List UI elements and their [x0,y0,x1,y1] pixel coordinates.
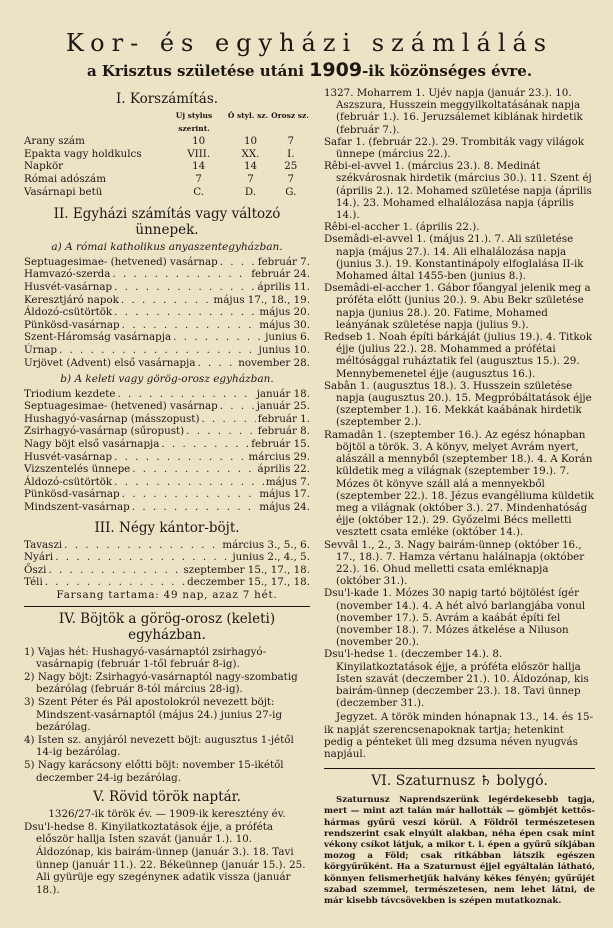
leader-dots [114,281,255,294]
row-value: 10 [192,135,206,148]
month-paragraph: 1327. Moharrem 1. Ujév napja (január 23.). 10. Aszszura, Husszein meggyilkoltatásának napja (február 1.). 16. Jeruzsálemet kiblának hirdetik (február 7.). [324,87,583,136]
row-value: XX. [241,147,260,160]
leader-dots [112,268,249,281]
row-value: I. [287,147,295,160]
leader-dots [45,576,185,589]
turkish-year-line: 1326/27-ik török év. — 1909-ik keresztény év. [48,808,286,821]
feast-name: Septuagesimae- (hetvened) vasárnap [24,400,218,413]
feast-date: április 11. [257,280,310,293]
left-column [24,87,310,907]
leader-dots [186,425,256,438]
feast-date: május 7. [265,475,310,488]
korszamitas-row [24,186,310,199]
row-value: G. [285,185,297,198]
feast-date: junius 10. [258,343,310,356]
season-dates: deczember 15., 17., 18. [187,576,310,589]
korszamitas-row [24,160,310,173]
row-label: Napkör [24,160,64,173]
row-value: 7 [247,172,254,185]
bojt-list [24,646,310,785]
feast-row [24,388,310,401]
feast-name: Vizszentelés ünnepe [24,463,131,476]
feast-name: Szent-Háromság vasárnapja [24,331,172,344]
leader-dots [122,488,258,501]
leader-dots [114,476,264,489]
leader-dots [121,294,212,307]
month-paragraph: Sevvâl 1., 2., 3. Nagy bairám-ünnep (október 16., 17., 18.). 7. Hamza vértanu halálnapja (október 22.). 16. Ohud melletti csata emléknapja (október 31.). [324,538,585,588]
month-paragraph: Dsemâdi-el-avvel 1. (május 21.). 7. Ali születése napja (május 27.). 14. Ali elhalálozása napja (junius 3.). 19. Konstantinápoly elfoglalása II-ik Mohamed által 1455-ben (junius 8.). [324,233,584,283]
turkish-months [324,87,595,760]
subtitle-year: 1909 [309,59,363,81]
feast-date: január 25. [256,400,310,413]
kantor-row [24,539,310,552]
jegyzet-note: Jegyzet. A török minden hónapnak 13., 14. és 15-ik napját szerencsenapoknak tartja; hetenkint pedig a pénteket üli meg dzsuma néven nyugvás napjául. [324,711,594,760]
row-label: Vasárnapi betü [24,185,103,198]
month-paragraph: Dsu'l-hedse 1. (deczember 14.). 8. Kinyilatkoztatások éjje, a próféta először hallja Isten szavát (deczember 21.). 10. Áldozónap, kis bairám-ünnep (deczember 23.). 18. Tavi ünnep (deczember 31.). [324,648,589,710]
feast-name: Hushagyó-vasárnap (másszopust) [24,412,200,425]
leader-dots [132,501,258,514]
season-dates: március 3., 5., 6. [222,538,310,551]
feast-row [24,463,310,476]
korszamitas-row [24,173,310,186]
row-value: 7 [195,172,202,185]
leader-dots [122,319,258,332]
leader-dots [114,306,257,319]
season-name: Téli [24,576,43,589]
leader-dots [220,256,256,269]
row-value: 14 [243,160,258,173]
row-value: 14 [192,160,206,173]
leader-dots [132,463,255,476]
feast-name: Septuagesimae- (hetvened) vasárnap [24,255,218,268]
feast-date: február 15. [251,438,310,451]
leader-dots [55,551,230,564]
feast-row [24,438,310,451]
leader-dots [114,451,246,464]
feast-row [24,306,310,319]
korszamitas-header [24,110,310,135]
feast-name: Urjövet (Advent) első vasárnapja [24,356,196,369]
feast-row [24,476,310,489]
feast-row [24,294,310,307]
col-header-o: Ó styl. sz. [227,111,269,120]
kantor-row [24,576,310,589]
feast-row [24,451,310,464]
leader-dots [201,413,255,426]
row-value: 7 [287,172,295,185]
feast-name: Pünkösd-vasárnap [24,488,120,501]
roman-catholic-list [24,256,310,369]
feast-row [24,331,310,344]
right-column [324,87,595,907]
feast-name: Keresztjáró napok [24,293,119,306]
row-label: Epakta vagy holdkulcs [24,147,142,160]
feast-row [24,319,310,332]
month-paragraph: Sabân 1. (augusztus 18.). 3. Husszein születése napja (augusztus 20.). 15. Megpróbáltatások éjje (szeptember 1.). 16. Mekkát kaábának hirdetik (szeptember 2.). [324,379,592,429]
feast-name: Mindszent-vasárnap [24,501,130,514]
feast-row [24,488,310,501]
col-header-uj: Uj stylus szerint. [175,111,213,133]
section-3-heading: III. Négy kántor-böjt. [94,519,240,536]
feast-name: Husvét-vasárnap [24,450,113,463]
feast-date: junius 6. [265,331,310,344]
section-5-heading: V. Rövid török naptár. [93,789,241,806]
page [0,28,613,928]
month-paragraph: Rêbi-el-avvel 1. (március 23.). 8. Medinát székvárosnak hirdetik (március 30.). 11. Szent éj (április 2.). 12. Mohamed születése napja (április 14.). 23. Mohamed elhalálozása napja (április 14.). [324,160,592,222]
columns [24,87,595,907]
feast-name: Zsirhagyó-vasárnap (sűropust) [24,425,185,438]
month-paragraph: Ramadân 1. (szeptember 16.). Az egész hónapban böjtöl a török. 3. A könyv, melyet Avrám nyert, alászáll a mennyből (szeptember 18.). 4. A Korán küldetik meg a világnak (szeptember 19.). 7. Mózes öt könyve száll alá a mennyekből (szeptember 22.). 18. Jézus evangéliuma küldetik meg a világnak (október 3.). 27. Mindenhatóság éjje (október 12.). 29. Győzelmi Bécs melletti vesztett csata emléke (október 14.). [324,428,594,539]
feast-date: november 28. [238,356,310,369]
row-value: 25 [284,160,298,173]
month-paragraph: Safar 1. (február 22.). 29. Trombiták vagy világok ünnepe (március 22.). [324,135,585,161]
feast-row [24,357,310,370]
subtitle-suffix: -ik közönséges évre. [362,62,533,80]
row-value: VIII. [187,147,211,160]
divider [24,606,310,607]
feast-row [24,400,310,413]
leader-dots [48,564,181,577]
leader-dots [59,344,257,357]
feast-date: május 20. [259,306,310,319]
feast-name: Husvét-vasárnap [24,280,113,293]
leader-dots [197,357,236,370]
feast-date: január 18. [256,387,310,400]
korszamitas-row [24,135,310,148]
row-value: 10 [243,135,258,148]
feast-date: február 24. [251,268,310,281]
feast-date: február 7. [257,255,310,268]
feast-date: március 29. [248,450,310,463]
feast-name: Triodium kezdete [24,387,116,400]
farsang-line: Farsang tartama: 49 nap, azaz 7 hét. [56,589,278,601]
feast-name: Hamvazó-szerda [24,268,111,281]
feast-date: május 17., 18., 19. [213,293,310,306]
feast-name: Pünkösd-vasárnap [24,318,120,331]
greek-orthodox-list [24,388,310,514]
feast-row [24,425,310,438]
bojt-item: 4) Isten sz. anyjáról nevezett böjt: augusztus 1-jétől 14-ig bezárólag. [24,733,294,759]
feast-name: Úrnap [24,343,57,356]
feast-date: május 17. [259,488,310,501]
row-value: C. [193,185,205,198]
month-paragraph: Rêbi-el-accher 1. (április 22.). [324,221,480,234]
section-6-heading: VI. Szaturnusz ♄ bolygó. [371,773,548,790]
leader-dots [220,400,255,413]
kantor-bojt-list [24,539,310,589]
feast-date: május 24. [259,501,310,514]
feast-row [24,413,310,426]
month-paragraph: Redseb 1. Noah építi bárkáját (julius 19.). 4. Titkok éjje (julius 22.). 28. Mohammed a prófétai méltósággal ruháztatik fel (augusztus 15.). 29. Mennybemenetel éjje (augusztus 16.). [324,331,593,380]
section-4-heading: IV. Böjtök a görög-orosz (keleti) egyházban. [58,610,276,643]
bojt-item: 2) Nagy böjt: Zsirhagyó-vasárnaptól nagy-szombatig bezárólag (február 8-tól március 28-ig). [24,670,298,696]
bojt-item: 5) Nagy karácsony előtti böjt: november 15-ikétől deczember 24-ig bezárólag. [24,758,284,784]
feast-row [24,344,310,357]
leader-dots [173,331,263,344]
season-name: Őszi [24,563,47,576]
leader-dots [118,388,255,401]
row-label: Római adószám [24,172,106,185]
feast-name: Áldozó-csütörtök [24,475,113,488]
feast-date: április 22. [257,463,310,476]
feast-row [24,501,310,514]
feast-date: február 8. [257,425,310,438]
feast-row [24,268,310,281]
feast-row [24,256,310,269]
section-2b-subheading: b) A keleti vagy görög-orosz egyházban. [60,373,274,386]
leader-dots [161,438,249,451]
kantor-row [24,551,310,564]
feast-name: Áldozó-csütörtök [24,306,113,319]
season-name: Tavaszi [24,538,63,551]
season-dates: junius 2., 4., 5. [232,551,310,564]
section-1-heading: I. Korszámítás. [115,91,219,107]
feast-row [24,281,310,294]
divider [324,768,595,769]
season-dates: szeptember 15., 17., 18. [183,563,310,576]
month-paragraph: Dsu'l-kade 1. Mózes 30 napig tartó böjtölést ígér (november 14.). 4. A hét alvó barlangjába vonul (november 17.). 5. Avrám a kaábát építi fel (november 18.). 7. Mózes átkelése a Niluson (november 20.). [324,587,586,649]
season-name: Nyári [24,551,54,564]
saturn-text: Szaturnusz Naprendszerünk legérdekesebb tagja, mert — mint azt talán már hallották — gömbjét kettős-hármas gyűrű veszi körül. A Földről természetesen rendszerint csak elnyúlt alakban, néha épen csak mint vékony csíkot látjuk, a mikor t. i. épen a gyűrű síkjában mozog a Föld; csak ritkábban látszik egészen körgyűrűként. Ha a Szaturnust éjjel egyáltalán látható, könnyen felismerhetjük halvány kékes fényén; gyűrűjét szabad szemmel, természetesen, nem lehet látni, de már kisebb távcsövekben is szépen mutatkoznak. [324,795,595,906]
col-header-orosz: Orosz sz. [271,111,309,120]
korszamitas-row [24,148,310,161]
row-label: Arany szám [24,135,85,148]
subtitle-prefix: a Krisztus születése utáni [86,62,310,80]
feast-name: Nagy böjt első vasárnapja [24,438,160,451]
feast-date: május 30. [259,318,310,331]
bojt-item: 1) Vajas hét: Hushagyó-vasárnaptól zsirhagyó-vasárnapig (február 1-től február 8-ig). [24,645,267,671]
leader-dots [64,539,220,552]
row-value: 7 [287,135,295,148]
page-subtitle [24,60,595,81]
page-title: Kor- és egyházi számlálás [65,29,554,57]
korszamitas-table [24,135,310,198]
turkish-calendar-text: Dsu'l-hedse 8. Kinyilatkoztatások éjje, a próféta először hallja Isten szavát (január 1.). 10. Áldozónap, kis bairám-ünnep (január 3.). 18. Tavi ünnep (január 11.). 22. Békeünnep (január 15.). 25. Ali gyürüje egy szegényneк adatik vissza (január 18.). [24,820,306,896]
section-2a-subheading: a) A római katholikus anyaszentegyházban. [51,241,283,254]
section-2-heading: II. Egyházi számítás vagy változó ünnepek. [53,206,281,239]
kantor-row [24,564,310,577]
feast-date: február 1. [257,412,310,425]
month-paragraph: Dsemâdi-el-accher 1. Gábor főangyal jelenik meg a próféta előtt (junius 20.). 9. Abu Bekr születése napja (junius 28.). 20. Fatime, Mohamed leányának születése napja (julius 9.). [324,282,591,331]
bojt-item: 3) Szent Péter és Pál apostolokról nevezett böjt: Mindszent-vasárnaptól (május 24.) junius 27-ig bezárólag. [24,695,283,734]
row-value: D. [244,185,257,198]
